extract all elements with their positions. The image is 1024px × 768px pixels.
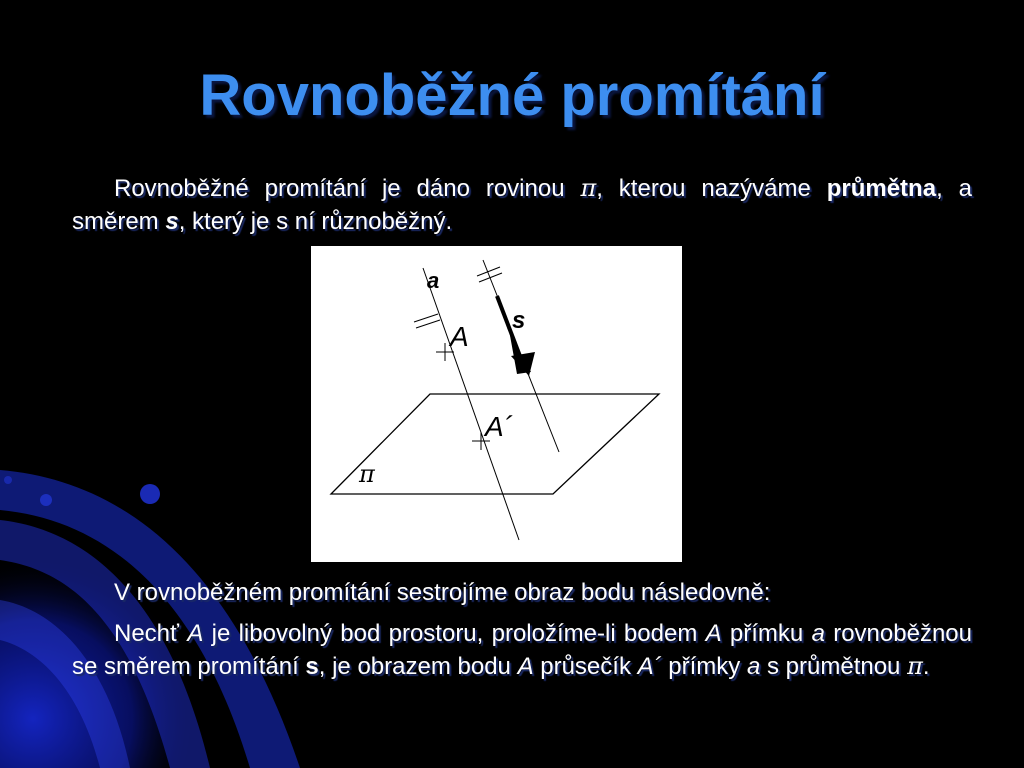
construction-text-6: průsečík	[533, 653, 638, 680]
label-a: a	[427, 268, 440, 293]
plane-pi	[331, 394, 659, 494]
point-A-2: A	[705, 620, 722, 647]
tick-a-1	[414, 314, 438, 322]
construction-text-1: Nechť	[114, 620, 188, 647]
label-A-prime: A´	[485, 411, 513, 442]
label-A: A	[450, 321, 469, 352]
method-intro-paragraph	[72, 576, 972, 609]
point-A-prime: A´	[637, 653, 662, 680]
label-s: s	[512, 307, 526, 334]
pi-symbol-2: π	[907, 652, 923, 680]
construction-text-4: rovnoběžnou se směrem promítání	[72, 620, 972, 680]
method-intro-text: V rovnoběžném promítání sestrojíme obraz bodu následovně:	[114, 579, 771, 606]
construction-text-7: přímky	[661, 653, 747, 680]
intro-text-1: Rovnoběžné promítání je dáno rovinou	[114, 175, 581, 202]
pi-symbol: π	[580, 174, 597, 202]
construction-text-8: s průmětnou	[760, 653, 908, 680]
construction-paragraph	[72, 617, 972, 683]
construction-text-9: .	[922, 653, 930, 680]
intro-paragraph	[72, 172, 972, 238]
term-prumetna: průmětna	[826, 175, 937, 202]
intro-text-2: , kterou nazýváme	[596, 175, 827, 202]
direction-s-2: s	[305, 653, 319, 680]
intro-text-4: , který je s ní různoběžný.	[178, 208, 453, 235]
construction-text-2: je libovolný bod prostoru, proložíme-li bodem	[203, 620, 706, 647]
point-A-3: A	[517, 653, 534, 680]
direction-s: s	[165, 208, 179, 235]
intro-text-3: , a směrem	[72, 175, 972, 235]
point-A-1: A	[187, 620, 204, 647]
slide-title: Rovnoběžné promítání	[199, 63, 825, 128]
label-pi: π	[359, 460, 375, 488]
line-a	[423, 268, 519, 540]
line-a-2: a	[746, 653, 761, 680]
projection-diagram	[311, 246, 682, 562]
construction-text-3: přímku	[721, 620, 812, 647]
construction-text-5: , je obrazem bodu	[318, 653, 518, 680]
line-a-1: a	[811, 620, 825, 647]
tick-a-2	[416, 320, 440, 328]
